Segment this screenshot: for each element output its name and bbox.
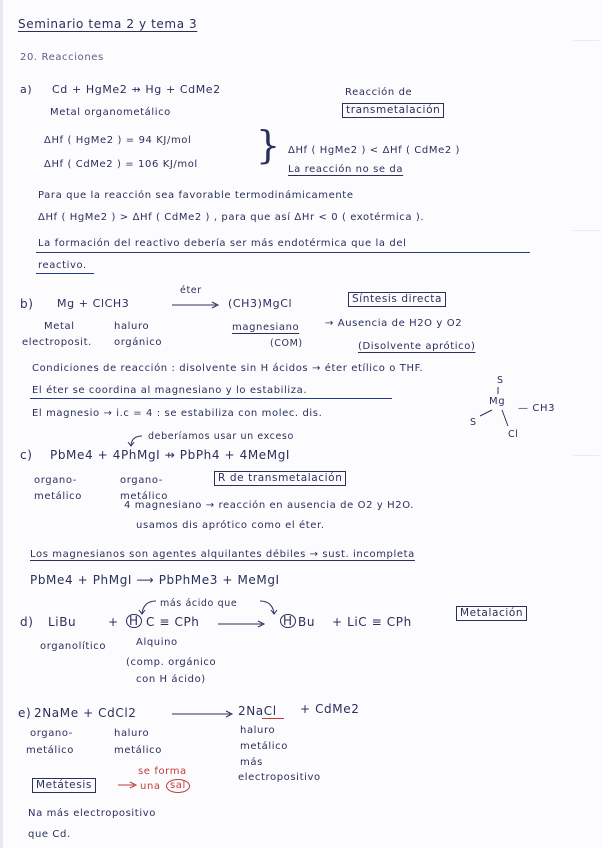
mol-s-left: S: [470, 417, 477, 428]
item-b-letter: b): [20, 297, 34, 311]
item-c-alkylating: Los magnesianos son agentes alquilantes débiles → sust. incompleta: [30, 549, 415, 560]
arrow-right-icon: [172, 710, 234, 718]
item-d-acid-note: más ácido que: [160, 598, 238, 609]
item-d-sub-3: (comp. orgánico: [126, 657, 217, 668]
item-d-type-box: Metalación: [456, 606, 527, 621]
item-c-sub-2: organo-: [120, 475, 163, 486]
item-c-type-box: R de transmetalación: [214, 471, 346, 486]
item-b-aprotic: (Disolvente aprótico): [358, 341, 476, 352]
item-e-final-1: Na más electropositivo: [28, 808, 156, 819]
item-a-conclusion: La reacción no se da: [288, 164, 404, 175]
bleed-mark: [573, 40, 599, 41]
item-d-product-2: + LiC ≡ CPh: [332, 615, 412, 629]
circled-h: H: [126, 614, 142, 628]
item-c-sub-2b: metálico: [120, 491, 168, 502]
bleed-mark: [573, 230, 599, 231]
circled-h: H: [280, 614, 296, 628]
page-title: Seminario tema 2 y tema 3: [18, 17, 198, 31]
item-b-sub-organico: orgánico: [114, 337, 163, 348]
item-e-sub-2b: metálico: [114, 745, 162, 756]
item-b-absence: → Ausencia de H2O y O2: [325, 318, 463, 329]
item-c-line-1: 4 magnesiano → reacción en ausencia de O2 y H2O.: [124, 500, 415, 511]
item-c-sub-1: organo-: [34, 475, 77, 486]
underline-rule: [30, 398, 392, 399]
item-a-enthalpy-2: ΔHf ( CdMe2 ) = 106 KJ/mol: [44, 159, 198, 170]
underline-rule: [36, 252, 530, 253]
item-e-letter: e): [18, 706, 32, 720]
item-e-product-1: 2NaCl: [238, 704, 277, 718]
item-e-sub-1: organo-: [30, 728, 73, 739]
circled-sal: sal: [166, 779, 190, 793]
item-b-conditions: Condiciones de reacción : disolvente sin H ácidos → éter etílico o THF.: [32, 363, 424, 374]
item-d-sub-4: con H ácido): [136, 674, 206, 685]
item-e-salt: [166, 779, 190, 793]
item-a-type-box: transmetalación: [342, 103, 444, 118]
coordination-bonds: [470, 385, 520, 431]
arrow-right-icon: [172, 301, 220, 309]
item-d-reactant: LiBu: [48, 615, 77, 629]
item-e-sub-3c: más: [240, 757, 263, 768]
item-b-type-box: Síntesis directa: [348, 292, 446, 307]
item-e-product-2: + CdMe2: [300, 702, 360, 716]
item-c-letter: c): [20, 448, 33, 462]
item-a-type-line1: Reacción de: [345, 87, 413, 98]
item-b-sub-haluro: haluro: [114, 321, 150, 332]
item-e-sub-3b: metálico: [240, 741, 288, 752]
curly-brace-icon: }: [256, 123, 281, 167]
item-a-equation: Cd + HgMe2 ⇸ Hg + CdMe2: [52, 83, 221, 96]
item-a-enthalpy-1: ΔHf ( HgMe2 ) = 94 KJ/mol: [44, 135, 192, 146]
item-d-sub-1: organolítico: [40, 641, 107, 652]
item-a-subtitle: Metal organometálico: [50, 107, 171, 118]
item-c-sub-1b: metálico: [34, 491, 82, 502]
item-e-reactants: 2NaMe + CdCl2: [34, 706, 137, 720]
item-c-equation-2: PbMe4 + PhMgI ⟶ PbPhMe3 + MeMgI: [30, 573, 280, 587]
item-e-sub-3: haluro: [240, 725, 276, 736]
item-a-letter: a): [20, 83, 33, 96]
item-a-paragraph-4: reactivo.: [38, 260, 87, 271]
item-a-paragraph-2: ΔHf ( HgMe2 ) > ΔHf ( CdMe2 ) , para que así ΔHr < 0 ( exotérmica ).: [38, 212, 425, 223]
mol-s-top: S: [497, 375, 504, 386]
item-b-reactants: Mg + ClCH3: [57, 297, 130, 310]
item-e-sub-1b: metálico: [26, 745, 74, 756]
item-b-sub-electroposit: electroposit.: [22, 337, 92, 348]
item-d-sub-2: Alquino: [136, 637, 178, 648]
item-d-product-1: Bu: [298, 615, 316, 629]
mol-ch3: — CH3: [518, 403, 556, 414]
item-b-solvent-label: éter: [180, 285, 202, 296]
mol-cl: Cl: [508, 429, 519, 440]
item-c-line-2: usamos dis aprótico como el éter.: [136, 520, 325, 531]
item-d-alkyne: C ≡ CPh: [146, 615, 200, 629]
underline-rule: [36, 273, 94, 274]
item-e-forma-1: se forma: [138, 766, 187, 777]
item-e-sub-2: haluro: [114, 728, 150, 739]
item-b-magnesiano: magnesiano: [232, 322, 300, 333]
mol-mg: Mg: [489, 396, 506, 407]
curved-arrow-icon: [128, 433, 144, 447]
item-b-coordination-number: El magnesio → i.c = 4 : se estabiliza con molec. dis.: [32, 408, 323, 419]
item-e-forma-2: una: [140, 781, 161, 792]
arrow-right-icon: [118, 781, 138, 789]
item-e-final-2: que Cd.: [28, 829, 71, 840]
item-b-coordination: El éter se coordina al magnesiano y lo estabiliza.: [32, 385, 308, 396]
item-b-product: (CH3)MgCl: [228, 297, 293, 310]
item-d-letter: d): [20, 615, 34, 629]
item-a-paragraph-1: Para que la reacción sea favorable termodinámicamente: [38, 190, 354, 201]
item-b-sub-metal: Metal: [44, 321, 75, 332]
section-heading: 20. Reacciones: [20, 52, 104, 63]
page-edge: [0, 0, 3, 848]
item-d-acidic-h: [126, 614, 142, 628]
item-c-equation: PbMe4 + 4PhMgI ⇸ PbPh4 + 4MeMgI: [50, 448, 291, 462]
bleed-mark: [573, 455, 599, 456]
arrow-right-icon: [218, 620, 266, 628]
item-e-type-box: Metátesis: [32, 778, 96, 793]
item-a-comparison: ΔHf ( HgMe2 ) < ΔHf ( CdMe2 ): [288, 145, 461, 156]
item-e-sub-3d: electropositivo: [238, 772, 321, 783]
item-b-com: (COM): [270, 338, 303, 349]
red-underline: [262, 718, 284, 719]
item-d-product-h: [280, 614, 296, 628]
item-a-paragraph-3: La formación del reactivo debería ser más endotérmica que la del: [38, 238, 407, 249]
item-d-plus: +: [108, 615, 119, 629]
item-c-note: deberíamos usar un exceso: [148, 431, 294, 442]
